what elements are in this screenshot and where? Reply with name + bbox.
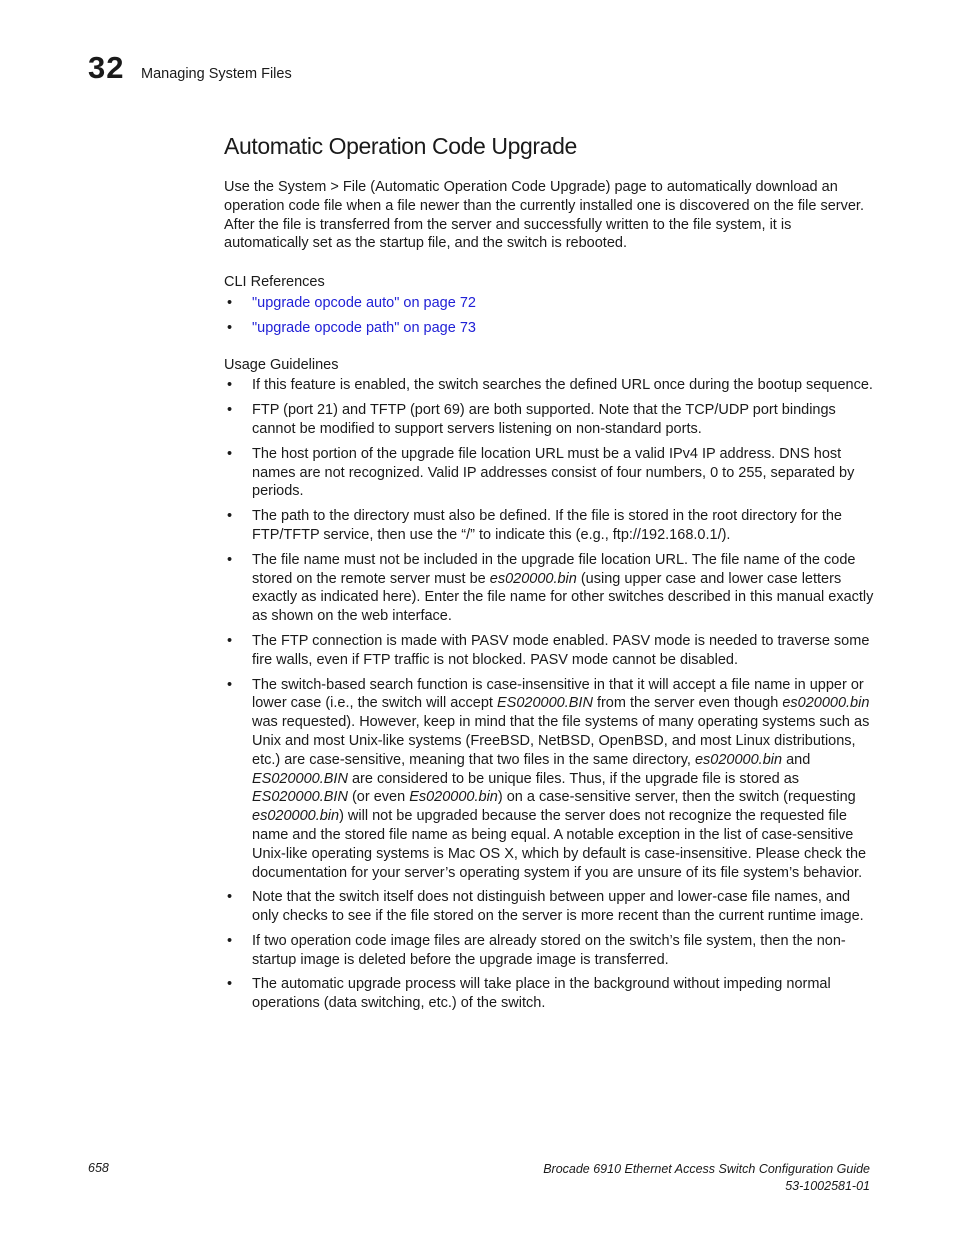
file-name: ES020000.BIN xyxy=(496,695,593,712)
bullet: • xyxy=(227,402,233,419)
cli-references-heading: CLI References xyxy=(224,274,325,291)
text-run: (or even xyxy=(347,789,410,806)
text-run: The automatic upgrade process will take place in the background without impeding normal operations (data switching, etc.) of the switch. xyxy=(252,976,831,1012)
text-run: If this feature is enabled, the switch searches the defined URL once during the bootup sequence. xyxy=(252,377,873,394)
list-item xyxy=(224,445,874,501)
list-item xyxy=(224,401,874,439)
guideline-text xyxy=(252,889,864,924)
section-intro: Use the System > File (Automatic Operation Code Upgrade) page to automatically download an operation code file when a file newer than the currently installed one is discovered on the file server. After the file is transferred from the server and successfully written to the file system, it is automatically set as the startup file, and the switch is rebooted. xyxy=(224,179,864,252)
text-run: are considered to be unique files. Thus, if the upgrade file is stored as xyxy=(347,770,800,787)
bullet: • xyxy=(227,445,233,462)
chapter-number: 32 xyxy=(88,50,125,85)
text-run: The switch-based search function is case-insensitive in that it will accept a file name in upper or lower case (i.e., the switch will accept xyxy=(252,676,864,712)
main-content xyxy=(224,130,874,1019)
cli-references-list xyxy=(224,294,874,338)
list-item xyxy=(224,507,874,545)
list-item xyxy=(224,888,874,926)
list-item xyxy=(224,975,874,1013)
file-name: es020000.bin xyxy=(489,570,577,587)
list-item xyxy=(224,932,874,970)
list-item xyxy=(224,294,874,313)
bullet: • xyxy=(227,551,233,568)
text-run: was requested). However, keep in mind that the file systems of many operating systems such as Unix and most Unix-like systems (FreeBSD, NetBSD, OpenBSD, and most Linux distributions, etc.) are case-sensitive, meaning that two files in the same directory, xyxy=(252,714,870,768)
text-run: The path to the directory must also be defined. If the file is stored in the root directory for the FTP/TFTP service, then use the “/” to indicate this (e.g., ftp://192.168.0.1/). xyxy=(252,508,842,543)
guideline-text xyxy=(252,976,831,1011)
text-run: The host portion of the upgrade file location URL must be a valid IPv4 IP address. DNS host names are not recognized. Valid IP addresses consist of four numbers, 0 to 255, separated by periods. xyxy=(252,445,855,500)
text-run: If two operation code image files are already stored on the switch’s file system, then the non-startup image is deleted before the upgrade image is transferred. xyxy=(252,932,846,968)
bullet: • xyxy=(227,377,233,394)
guideline-text xyxy=(252,552,873,624)
list-item xyxy=(224,319,874,338)
bullet: • xyxy=(227,632,233,649)
document-info xyxy=(543,1161,870,1195)
file-name: es020000.bin xyxy=(252,808,340,825)
guideline-text xyxy=(252,377,873,393)
page-number: 658 xyxy=(88,1161,109,1175)
bullet: • xyxy=(227,319,233,336)
file-name: Es020000.bin xyxy=(409,789,498,806)
guideline-text xyxy=(252,446,854,500)
list-item xyxy=(224,632,874,670)
section-title: Automatic Operation Code Upgrade xyxy=(224,133,577,159)
usage-guidelines-list xyxy=(224,376,874,1013)
text-run: The FTP connection is made with PASV mode enabled. PASV mode is needed to traverse some fire walls, even if FTP traffic is not blocked. PASV mode cannot be disabled. xyxy=(252,632,870,668)
guideline-text xyxy=(252,933,846,968)
file-name: es020000.bin xyxy=(694,751,783,768)
cli-ref-link[interactable]: "upgrade opcode path" on page 73 xyxy=(252,319,476,336)
guideline-text xyxy=(252,677,869,881)
bullet: • xyxy=(227,932,233,949)
guideline-text xyxy=(252,402,836,437)
file-name: ES020000.BIN xyxy=(252,770,348,787)
document-title: Brocade 6910 Ethernet Access Switch Configuration Guide xyxy=(543,1162,870,1176)
file-name: es020000.bin xyxy=(782,695,870,712)
text-run: and xyxy=(782,751,811,768)
chapter-title: Managing System Files xyxy=(141,66,292,82)
file-name: ES020000.BIN xyxy=(252,789,348,806)
bullet: • xyxy=(227,889,233,906)
bullet: • xyxy=(227,294,233,311)
guideline-text xyxy=(252,633,869,668)
list-item xyxy=(224,376,874,395)
text-run: The file name must not be included in the upgrade file location URL. The file name of the code stored on the remote server must be xyxy=(252,551,856,587)
text-run: (using upper case and lower case letters exactly as indicated here). Enter the file name for other switches described in this manual exactly as shown on the web interface. xyxy=(252,570,874,625)
text-run: FTP (port 21) and TFTP (port 69) are both supported. Note that the TCP/UDP port bindings cannot be modified to support servers listening on non-standard ports. xyxy=(252,402,836,437)
cli-ref-link[interactable]: "upgrade opcode auto" on page 72 xyxy=(252,294,476,311)
list-item xyxy=(224,551,874,626)
document-number: 53-1002581-01 xyxy=(785,1179,870,1193)
bullet: • xyxy=(227,676,233,693)
usage-guidelines-heading: Usage Guidelines xyxy=(224,356,339,373)
text-run: ) will not be upgraded because the server does not recognize the requested file name and the stored file name as being equal. A notable exception in the list of case-sensitive Unix-like operating systems is Mac OS X, which by default is case-insensitive. Please check the documentation for your server’s operating system if you are unsure of its file system’s behavior. xyxy=(252,808,867,881)
text-run: Note that the switch itself does not distinguish between upper and lower-case file names, and only checks to see if the file stored on the server is more recent than the current runtime image. xyxy=(252,889,864,925)
guideline-text xyxy=(252,508,842,543)
bullet: • xyxy=(227,508,233,525)
bullet: • xyxy=(227,976,233,993)
text-run: from the server even though xyxy=(592,695,783,712)
list-item xyxy=(224,676,874,883)
text-run: ) on a case-sensitive server, then the switch (requesting xyxy=(497,789,856,806)
